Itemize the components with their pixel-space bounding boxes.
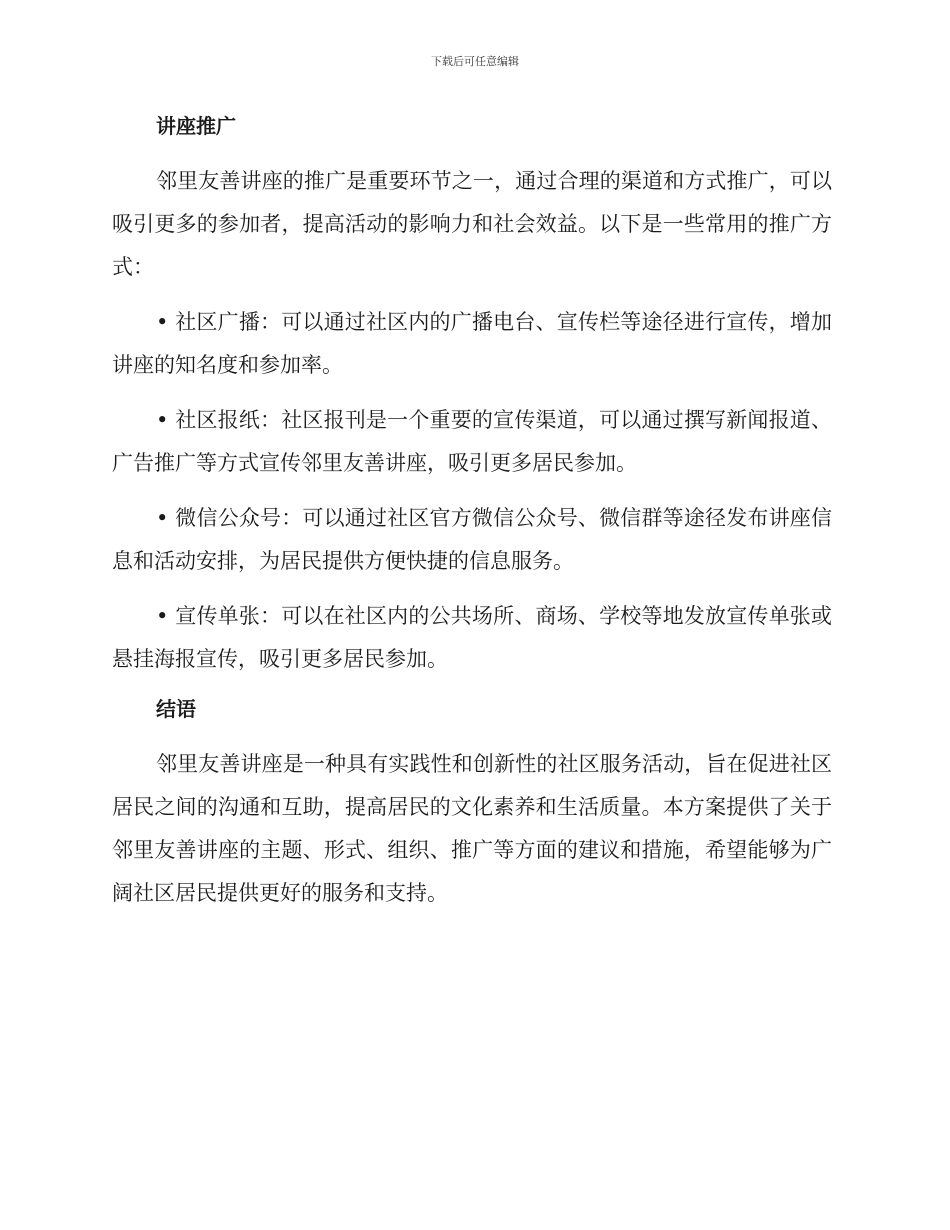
section-heading-conclusion: 结语 <box>156 697 196 721</box>
page-header: 下载后可任意编辑 <box>431 55 519 68</box>
list-item-wechat-account: • 微信公众号：可以通过社区官方微信公众号、微信群等途径发布讲座信息和活动安排，为居民提供方便快捷的信息服务。 <box>112 506 832 573</box>
conclusion-paragraph: 邻里友善讲座是一种具有实践性和创新性的社区服务活动，旨在促进社区居民之间的沟通和互助，提高居民的文化素养和生活质量。本方案提供了关于邻里友善讲座的主题、形式、组织、推广等方面的建议和措施，希望能够为广阔社区居民提供更好的服务和支持。 <box>112 752 832 905</box>
list-item-flyers: • 宣传单张：可以在社区内的公共场所、商场、学校等地发放宣传单张或悬挂海报宣传，吸引更多居民参加。 <box>112 604 832 671</box>
list-item-community-broadcast: • 社区广播：可以通过社区内的广播电台、宣传栏等途径进行宣传，增加讲座的知名度和参加率。 <box>112 310 832 377</box>
promotion-intro-paragraph: 邻里友善讲座的推广是重要环节之一，通过合理的渠道和方式推广，可以吸引更多的参加者，提高活动的影响力和社会效益。以下是一些常用的推广方式： <box>112 169 832 279</box>
section-heading-promotion: 讲座推广 <box>156 114 236 138</box>
list-item-community-newspaper: • 社区报纸：社区报刊是一个重要的宣传渠道，可以通过撰写新闻报道、广告推广等方式宣传邻里友善讲座，吸引更多居民参加。 <box>112 408 832 475</box>
document-body <box>112 110 832 927</box>
